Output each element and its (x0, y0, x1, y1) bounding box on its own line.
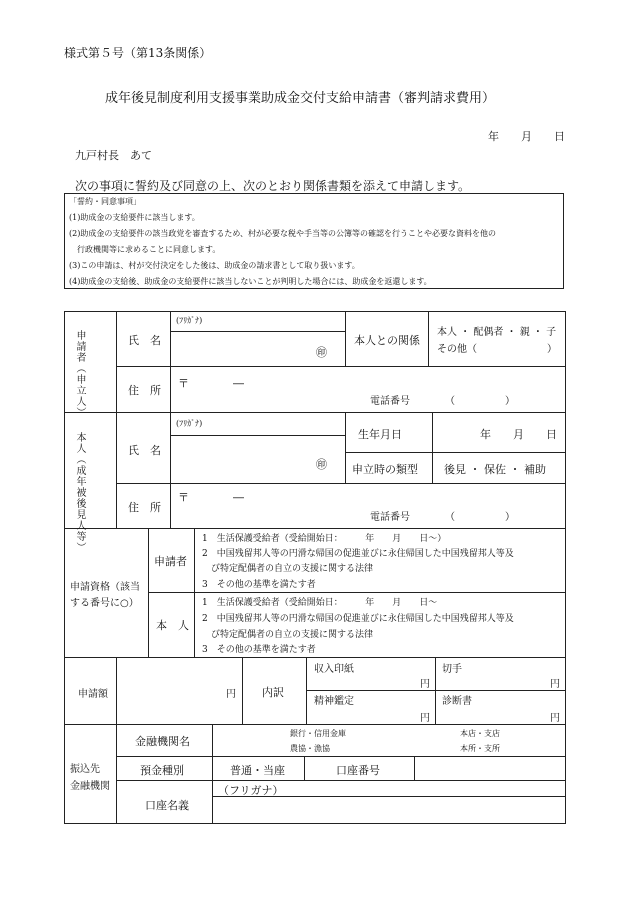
account-holder-furigana: （フリガナ） (218, 784, 284, 797)
person-address-label: 住 所 (128, 501, 161, 514)
form-number: 様式第５号（第13条関係） (64, 46, 212, 60)
person-type-label: 申立時の類型 (352, 463, 418, 476)
applicant-name-label: 氏 名 (128, 334, 161, 347)
diagnosis-yen: 円 (550, 713, 560, 724)
qualification-label: 申請資格（該当 (70, 582, 140, 593)
person-furigana-label: (ﾌﾘｶﾞﾅ) (176, 419, 203, 428)
consent-item: (2)助成金の支給要件の該当政党を審査するため、村が必要な税や手当等の公簿等の確認を行うことや必要な資料を他の (69, 229, 497, 238)
bank-types-2: 農協・漁協 (290, 744, 330, 753)
date-line: 年 月 日 (488, 130, 565, 143)
page-title: 成年後見制度利用支援事業助成金交付支給申請書（審判請求費用） (105, 91, 496, 106)
qualification-item: 1 生活保護受給者（受給開始日： 年 月 日〜） (202, 534, 447, 544)
amount-breakdown-label: 内訳 (262, 686, 284, 699)
qualification-item: 1 生活保護受給者（受給開始日： 年 月 日〜 (202, 598, 438, 608)
stamp-label: 収入印紙 (314, 664, 354, 675)
person-type-value: 後見 ・ 保佐 ・ 補助 (444, 463, 546, 476)
consent-item: (1)助成金の支給要件に該当します。 (69, 213, 200, 222)
applicant-address-label: 住 所 (128, 384, 161, 397)
applicant-relation-label: 本人との関係 (354, 334, 420, 347)
applicant-postal: 〒 ― (178, 377, 244, 390)
bank-section-label-2: 金融機関 (70, 781, 110, 792)
institution-label: 金融機関名 (135, 735, 190, 748)
postage-label: 切手 (442, 664, 462, 675)
addressee: 九戸村長 あて (75, 149, 152, 162)
bank-section-label: 振込先 (70, 764, 100, 775)
person-name-label: 氏 名 (128, 444, 161, 457)
qualification-item: 2 中国残留邦人等の円滑な帰国の促進並びに永住帰国した中国残留邦人等及 (202, 549, 514, 559)
branch-1: 本店・支店 (460, 729, 500, 738)
person-phone: 電話番号 （ ） (370, 512, 515, 523)
consent-item: (4)助成金の支給後、助成金の支給要件に該当しないことが判明した場合には、助成金を返還します。 (69, 277, 432, 286)
appraisal-label: 精神鑑定 (314, 696, 354, 707)
applicant-phone: 電話番号 （ ） (370, 396, 515, 407)
consent-box (64, 193, 564, 289)
person-seal: ㊞ (316, 458, 327, 471)
qualification-applicant-label: 申請者 (154, 555, 187, 568)
person-postal: 〒 ― (178, 491, 244, 504)
qualification-item: 3 その他の基準を満たす者 (202, 580, 316, 590)
qualification-item: 2 中国残留邦人等の円滑な帰国の促進並びに永住帰国した中国残留邦人等及 (202, 614, 514, 624)
amount-label: 申請額 (78, 689, 108, 700)
intro-text: 次の事項に誓約及び同意の上、次のとおり関係書類を添えて申請します。 (75, 179, 471, 193)
account-type-value: 普通・当座 (230, 764, 285, 777)
bank-types: 銀行・信用金庫 (290, 729, 346, 738)
applicant-section-label: 申請者（申立人） (74, 330, 85, 418)
branch-2: 本所・支所 (460, 744, 500, 753)
consent-item: (3)この申請は、村が交付決定をした後は、助成金の請求書として取り扱います。 (69, 261, 360, 270)
qualification-item: び特定配偶者の自立の支援に関する法律 (202, 630, 374, 640)
qualification-item: び特定配偶者の自立の支援に関する法律 (202, 564, 374, 574)
stamp-yen: 円 (420, 679, 430, 690)
applicant-furigana-label: (ﾌﾘｶﾞﾅ) (176, 316, 203, 325)
person-birth-label: 生年月日 (358, 428, 402, 441)
amount-yen: 円 (226, 689, 236, 700)
account-holder-label: 口座名義 (145, 799, 189, 812)
qualification-item: 3 その他の基準を満たす者 (202, 645, 316, 655)
applicant-seal: ㊞ (316, 346, 327, 359)
person-birth-value: 年 月 日 (480, 428, 557, 441)
appraisal-yen: 円 (420, 713, 430, 724)
postage-yen: 円 (550, 679, 560, 690)
person-section-label: 本人（成年被後見人等） (74, 432, 85, 553)
consent-title: 「誓約・同意事項」 (69, 197, 141, 206)
qualification-person-label: 本 人 (156, 619, 189, 632)
applicant-relation-other: その他（ ） (437, 344, 557, 355)
account-type-label: 預金種別 (140, 764, 184, 777)
applicant-relation-options: 本人 ・ 配偶者 ・ 親 ・ 子 (437, 327, 557, 338)
diagnosis-label: 診断書 (442, 696, 472, 707)
account-number-label: 口座番号 (336, 764, 380, 777)
qualification-label-2: する番号に○） (70, 598, 139, 609)
consent-item: 行政機関等に求めることに同意します。 (69, 245, 221, 254)
